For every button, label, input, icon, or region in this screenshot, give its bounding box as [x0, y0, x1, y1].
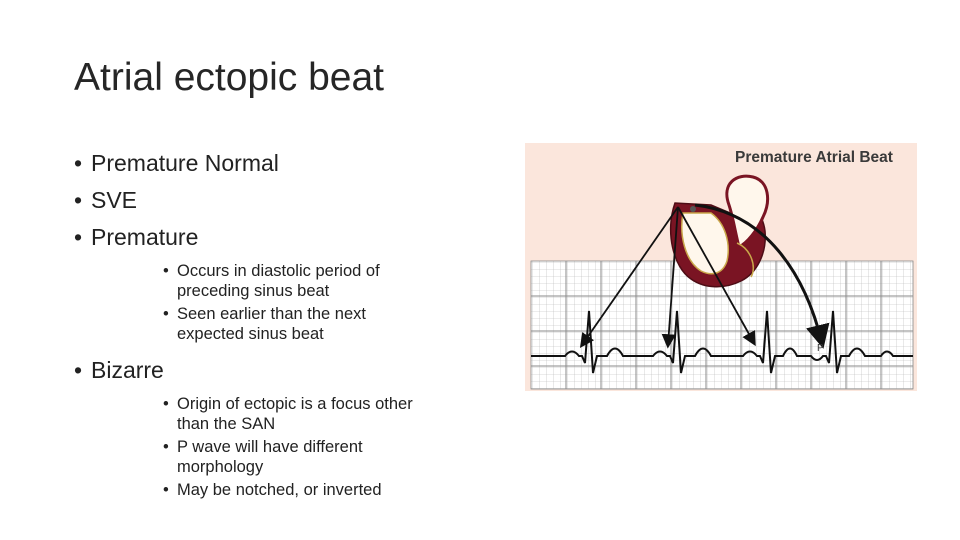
- heart-illustration: [671, 176, 768, 287]
- ecg-illustration: [525, 143, 917, 391]
- sub-bullet-earlier: • Seen earlier than the next expected sinus beat: [163, 304, 422, 344]
- figure-title: Premature Atrial Beat: [735, 149, 893, 166]
- bullet-sve: • SVE: [74, 182, 494, 219]
- ectopic-focus-dot: [690, 206, 696, 212]
- bullet-premature-normal: • Premature Normal: [74, 145, 494, 182]
- bullet-premature: • Premature: [74, 219, 494, 256]
- bullet-list: [74, 145, 494, 500]
- sub-bullet-origin: • Origin of ectopic is a focus other than the SAN: [163, 394, 422, 434]
- sub-bullet-notched: • May be notched, or inverted: [163, 480, 422, 500]
- p-wave-label: P: [817, 343, 824, 354]
- sub-bullet-p-wave: • P wave will have different morphology: [163, 437, 422, 477]
- bullet-bizarre: • Bizarre: [74, 352, 494, 389]
- sub-bullet-diastolic: • Occurs in diastolic period of preceding sinus beat: [163, 261, 422, 301]
- slide-title: Atrial ectopic beat: [74, 56, 385, 99]
- premature-atrial-beat-figure: [525, 143, 917, 391]
